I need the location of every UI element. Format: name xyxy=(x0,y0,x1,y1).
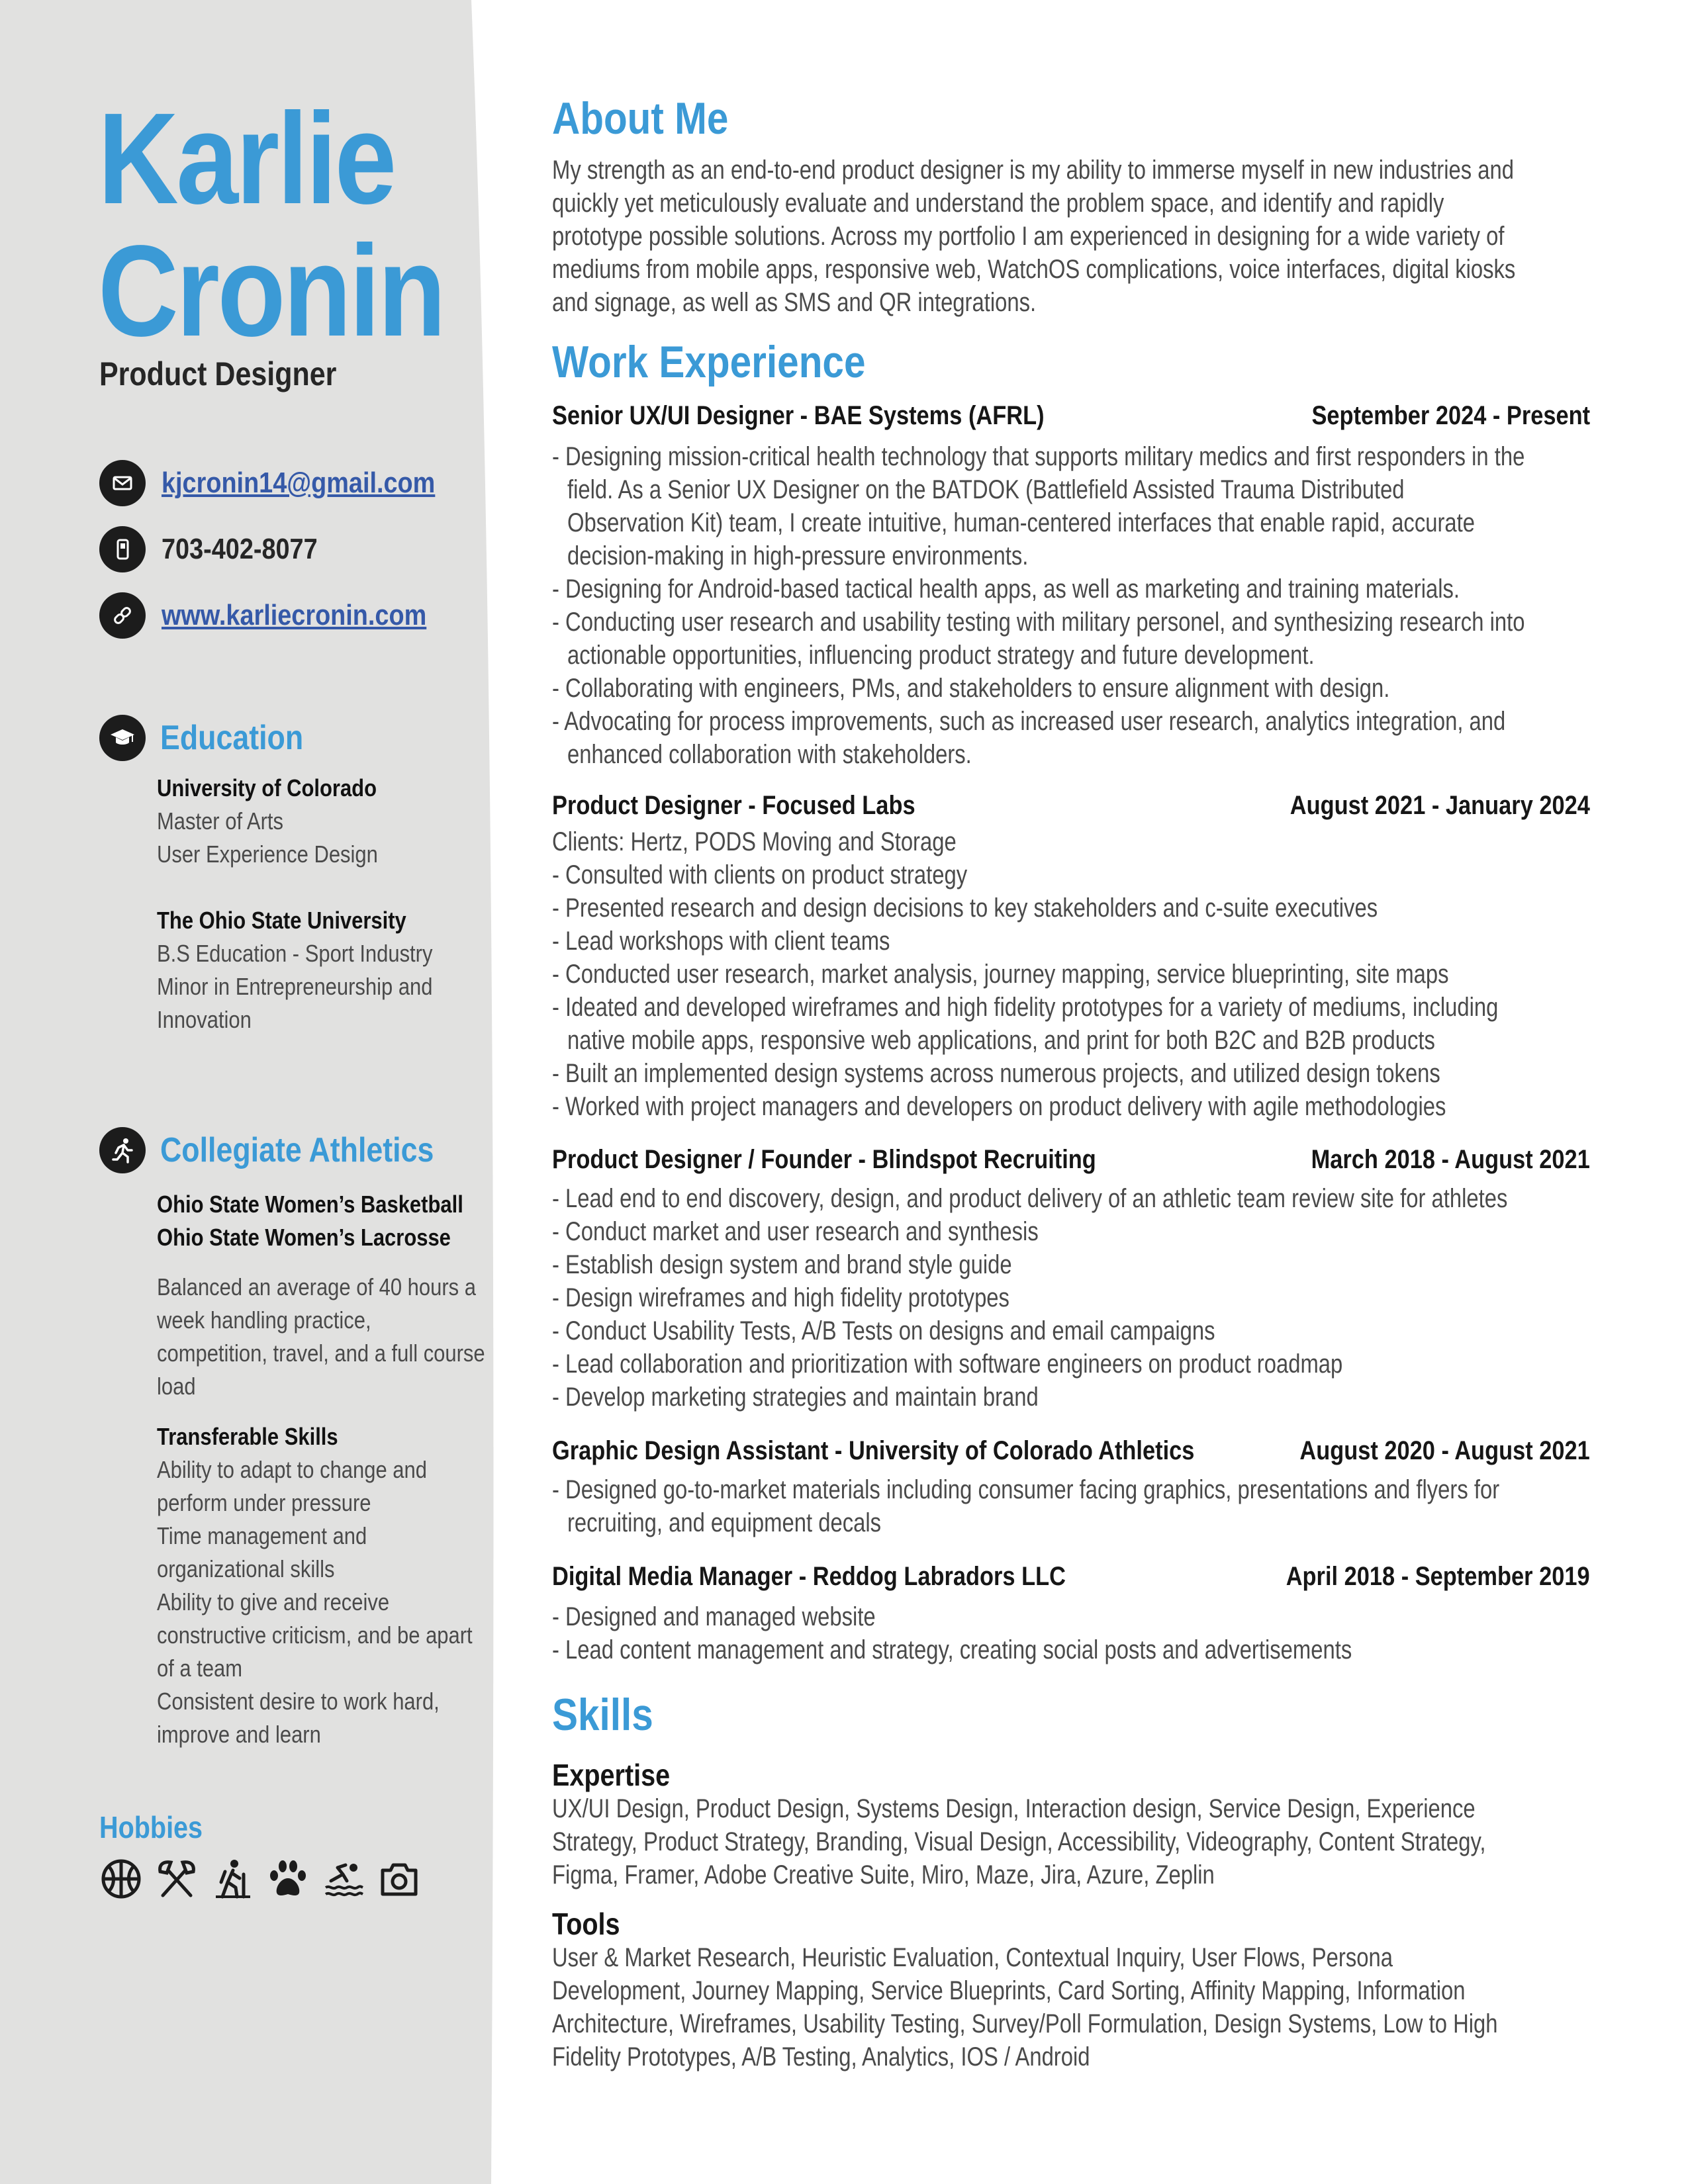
education-school xyxy=(157,772,476,871)
job-dates: August 2020 - August 2021 xyxy=(1299,1436,1590,1465)
job-bullet: - Establish design system and brand style guide xyxy=(552,1250,1012,1279)
hobbies-heading: Hobbies xyxy=(99,1810,203,1844)
first-name: Karlie xyxy=(98,86,395,231)
swimming-icon xyxy=(322,1857,365,1901)
runner-icon xyxy=(99,1127,146,1173)
job-bullet: - Consulted with clients on product strategy xyxy=(552,860,968,889)
degree-line: User Experience Design xyxy=(157,841,378,868)
job-header xyxy=(552,401,1590,434)
last-name: Cronin xyxy=(98,218,444,363)
hiking-icon xyxy=(211,1857,254,1901)
job-role: Senior UX/UI Designer - BAE Systems (AFRL) xyxy=(552,401,1045,430)
email-link[interactable]: kjcronin14@gmail.com xyxy=(162,467,436,499)
team-name: Ohio State Women’s Basketball xyxy=(157,1191,463,1218)
website-link[interactable]: www.karliecronin.com xyxy=(162,599,427,631)
education-section xyxy=(99,715,326,761)
job-bullet: - Design wireframes and high fidelity prototypes xyxy=(552,1283,1009,1312)
job-title: Product Designer xyxy=(99,355,337,392)
degree-line: Minor in Entrepreneurship and Innovation xyxy=(157,973,433,1033)
contact-phone-row xyxy=(99,525,343,574)
job-bullets xyxy=(552,1473,1526,1539)
athletics-heading: Collegiate Athletics xyxy=(160,1131,434,1169)
job-role: Product Designer - Focused Labs xyxy=(552,791,915,820)
athletics-teams xyxy=(157,1188,476,1254)
job-bullet: - Conduct market and user research and synthesis xyxy=(552,1217,1039,1246)
contact-email-row xyxy=(99,459,480,508)
job-role: Graphic Design Assistant - University of Colorado Athletics xyxy=(552,1436,1195,1465)
job-bullet: - Presented research and design decisions to key stakeholders and c-suite executives xyxy=(552,893,1378,923)
job-header xyxy=(552,1145,1590,1178)
tools-text: User & Market Research, Heuristic Evaluation, Contextual Inquiry, User Flows, Persona Development, Journey Mapping, Service Blueprints, Card Sorting, Affinity Mapping, Information Architecture, Wireframes, Usability Testing, Survey/Poll Formulation, Design Systems, Low to High Fidelity Prototypes, A/B Testing, Analytics, IOS / Android xyxy=(552,1943,1498,2071)
job-bullets xyxy=(552,440,1526,771)
job-bullet: - Develop marketing strategies and maintain brand xyxy=(552,1383,1039,1412)
job-bullet: - Designed go-to-market materials including consumer facing graphics, presentations and flyers for recruiting, and equipment decals xyxy=(552,1475,1500,1537)
skill-item: Consistent desire to work hard, improve and learn xyxy=(157,1688,440,1748)
lacrosse-icon xyxy=(155,1857,199,1901)
job-bullet: - Collaborating with engineers, PMs, and stakeholders to ensure alignment with design. xyxy=(552,674,1390,703)
job-bullet: - Designing mission-critical health technology that supports military medics and first responders in the field. As a Senior UX Designer on the BATDOK (Battlefield Assisted Trauma Distributed Observation Kit) team, I create intuitive, human-centered interfaces that enable rapid, accurate decision-making in high-pressure environments. xyxy=(552,442,1525,570)
transferable-skills-heading: Transferable Skills xyxy=(157,1423,338,1450)
phone-icon xyxy=(99,526,146,572)
job-bullet: - Designed and managed website xyxy=(552,1602,876,1631)
education-school xyxy=(157,904,476,1036)
job-dates: August 2021 - January 2024 xyxy=(1289,791,1590,820)
school-name: University of Colorado xyxy=(157,774,377,801)
job-bullet: - Advocating for process improvements, such as increased user research, analytics integration, and enhanced collaboration with stakeholders. xyxy=(552,707,1506,769)
job-bullet: - Worked with project managers and developers on product delivery with agile methodologies xyxy=(552,1092,1446,1121)
job-dates: September 2024 - Present xyxy=(1311,401,1590,430)
job-header xyxy=(552,1562,1590,1595)
expertise-text: UX/UI Design, Product Design, Systems Design, Interaction design, Service Design, Experience Strategy, Product Strategy, Branding, Visual Design, Accessibility, Videography, Content Strategy, Figma, Framer, Adobe Creative Suite, Miro, Maze, Jira, Azure, Zeplin xyxy=(552,1794,1486,1889)
skill-item: Ability to give and receive constructive criticism, and be apart of a team xyxy=(157,1588,473,1682)
job-bullet: - Lead end to end discovery, design, and product delivery of an athletic team review site for athletes xyxy=(552,1184,1508,1213)
job-bullet: - Conducting user research and usability testing with military personel, and synthesizing research into actionable opportunities, influencing product strategy and future development. xyxy=(552,608,1525,670)
about-heading: About Me xyxy=(552,93,729,144)
skill-item: Time management and organizational skills xyxy=(157,1522,367,1582)
athletics-description-text: Balanced an average of 40 hours a week handling practice, competition, travel, and a full course load xyxy=(157,1273,485,1400)
job-bullet: - Conducted user research, market analysis, journey mapping, service blueprinting, site maps xyxy=(552,960,1449,989)
about-text: My strength as an end-to-end product designer is my ability to immerse myself in new industries and quickly yet meticulously evaluate and understand the problem space, and identify and rapidly prototype possible solutions. Across my portfolio I am experienced in designing for a wide variety of mediums from mobile apps, responsive web, WatchOS complications, voice interfaces, digital kiosks and signage, as well as SMS and QR integrations. xyxy=(552,156,1516,317)
job-dates: April 2018 - September 2019 xyxy=(1286,1562,1590,1591)
paw-icon xyxy=(266,1857,310,1901)
link-icon xyxy=(99,592,146,639)
degree-line: B.S Education - Sport Industry xyxy=(157,940,433,967)
athletics-section xyxy=(99,1127,479,1173)
job-bullet: - Designing for Android-based tactical health apps, as well as marketing and training materials. xyxy=(552,574,1460,604)
email-icon xyxy=(99,460,146,506)
hobbies-icons xyxy=(99,1857,421,1901)
school-name: The Ohio State University xyxy=(157,907,406,934)
transferable-skills xyxy=(157,1420,487,1751)
job-bullets xyxy=(552,825,1526,1123)
phone-number: 703-402-8077 xyxy=(162,533,318,565)
job-bullets xyxy=(552,1600,1526,1666)
job-bullet: - Built an implemented design systems across numerous projects, and utilized design tokens xyxy=(552,1059,1440,1088)
job-bullet: - Lead collaboration and prioritization with software engineers on product roadmap xyxy=(552,1349,1343,1379)
contact-website-row xyxy=(99,591,469,640)
job-bullet: - Ideated and developed wireframes and high fidelity prototypes for a variety of mediums, including native mobile apps, responsive web applications, and print for both B2C and B2B products xyxy=(552,993,1499,1055)
job-role: Product Designer / Founder - Blindspot Recruiting xyxy=(552,1145,1096,1174)
athletics-description xyxy=(157,1271,487,1403)
graduation-cap-icon xyxy=(99,715,146,761)
job-bullets xyxy=(552,1182,1526,1414)
team-name: Ohio State Women’s Lacrosse xyxy=(157,1224,451,1251)
degree-line: Master of Arts xyxy=(157,807,283,835)
skills-heading: Skills xyxy=(552,1690,653,1740)
skill-item: Ability to adapt to change and perform under pressure xyxy=(157,1456,427,1516)
job-role: Digital Media Manager - Reddog Labradors LLC xyxy=(552,1562,1066,1591)
camera-icon xyxy=(377,1857,421,1901)
expertise-heading: Expertise xyxy=(552,1758,671,1792)
job-header xyxy=(552,791,1590,824)
job-bullet: - Lead content management and strategy, creating social posts and advertisements xyxy=(552,1635,1352,1664)
basketball-icon xyxy=(99,1857,143,1901)
job-clients: Clients: Hertz, PODS Moving and Storage xyxy=(552,827,957,856)
job-dates: March 2018 - August 2021 xyxy=(1311,1145,1590,1174)
tools-heading: Tools xyxy=(552,1907,620,1941)
job-bullet: - Conduct Usability Tests, A/B Tests on designs and email campaigns xyxy=(552,1316,1215,1345)
education-heading: Education xyxy=(160,719,304,757)
job-header xyxy=(552,1436,1590,1469)
job-bullet: - Lead workshops with client teams xyxy=(552,927,890,956)
work-heading: Work Experience xyxy=(552,337,866,387)
